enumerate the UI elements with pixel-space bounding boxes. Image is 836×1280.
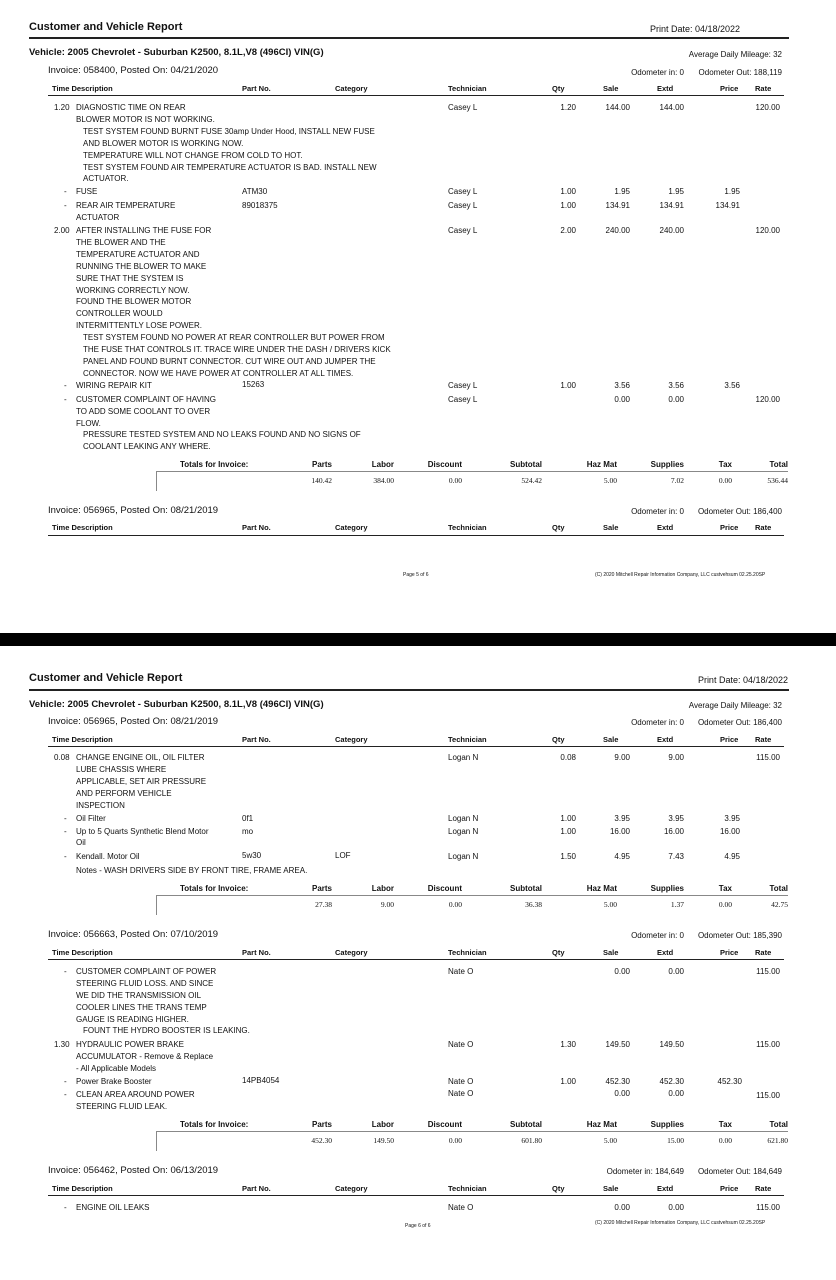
qty: 1.50 xyxy=(560,852,576,861)
extd: 7.43 xyxy=(668,852,684,861)
extd: 0.00 xyxy=(668,967,684,976)
totals-total: 42.75 xyxy=(771,900,788,909)
description-note: TEST SYSTEM FOUND NO POWER AT REAR CONTROLLER BUT POWER FROM xyxy=(83,333,385,342)
col-sale: Sale xyxy=(603,948,619,957)
part-description: Kendall. Motor Oil xyxy=(76,852,140,861)
totals-rule xyxy=(156,895,788,896)
col-technician: Technician xyxy=(448,1184,487,1193)
totals-subtotal-label: Subtotal xyxy=(510,1120,542,1129)
totals-supplies: 7.02 xyxy=(670,476,684,485)
qty: 1.20 xyxy=(560,103,576,112)
page-number: Page 6 of 6 xyxy=(405,1223,431,1229)
description-line: APPLICABLE, SET AIR PRESSURE xyxy=(76,777,207,786)
col-qty: Qty xyxy=(552,1184,565,1193)
totals-parts-label: Parts xyxy=(311,884,332,893)
totals-rule xyxy=(156,1131,788,1132)
rate: 115.00 xyxy=(756,1091,780,1100)
description-line: THE BLOWER AND THE xyxy=(76,238,166,247)
part-number: mo xyxy=(242,827,254,836)
rate: 115.00 xyxy=(756,753,780,762)
extd: 134.91 xyxy=(659,201,684,210)
sale: 452.30 xyxy=(605,1077,630,1086)
odometer-out: Odometer Out: 188,119 xyxy=(698,68,782,77)
col-rate: Rate xyxy=(755,948,772,957)
extd: 452.30 xyxy=(659,1077,684,1086)
technician: Nate O xyxy=(448,1203,474,1212)
totals-discount-label: Discount xyxy=(427,460,462,469)
totals-discount-label: Discount xyxy=(427,1120,462,1129)
line-description: CLEAN AREA AROUND POWER xyxy=(76,1090,195,1099)
col-extd: Extd xyxy=(657,523,674,532)
qty: 1.00 xyxy=(560,381,576,390)
labor-time: 2.00 xyxy=(54,226,70,235)
totals-supplies-label: Supplies xyxy=(650,1120,684,1129)
odometer-out: Odometer Out: 186,400 xyxy=(697,507,782,516)
technician: Casey L xyxy=(448,201,478,210)
header-rule xyxy=(29,37,789,39)
bullet-dash: - xyxy=(64,967,67,976)
odometer-in: Odometer in: 0 xyxy=(631,931,684,940)
labor-time: 0.08 xyxy=(54,753,70,762)
col-rate: Rate xyxy=(755,735,772,744)
col-part-no: Part No. xyxy=(242,735,271,744)
odometer-out: Odometer Out: 184,649 xyxy=(697,1167,782,1176)
price: 4.95 xyxy=(724,852,740,861)
odometer-in: Odometer in: 0 xyxy=(631,68,684,77)
invoice-notes: Notes - WASH DRIVERS SIDE BY FRONT TIRE, FRAME AREA. xyxy=(76,866,308,875)
totals-supplies-label: Supplies xyxy=(650,884,684,893)
part-description: REAR AIR TEMPERATURE xyxy=(76,201,176,210)
col-rate: Rate xyxy=(755,523,772,532)
description-line: BLOWER MOTOR IS NOT WORKING. xyxy=(76,115,215,124)
description-note: CONNECTOR. NOW WE HAVE POWER AT CONTROLLER AT ALL TIMES. xyxy=(83,369,354,378)
totals-supplies: 15.00 xyxy=(667,1136,684,1145)
totals-hazmat: 5.00 xyxy=(603,476,617,485)
bullet-dash: - xyxy=(64,814,67,823)
rate: 115.00 xyxy=(756,967,780,976)
technician: Casey L xyxy=(448,103,478,112)
column-header-rule xyxy=(48,1195,784,1196)
price: 3.56 xyxy=(724,381,740,390)
totals-discount: 0.00 xyxy=(448,1136,462,1145)
description-line: TEMPERATURE WILL NOT CHANGE FROM COLD TO HOT. xyxy=(83,151,303,160)
col-extd: Extd xyxy=(657,1184,674,1193)
bullet-dash: - xyxy=(64,827,67,836)
copyright: (C) 2020 Mitchell Repair Information Company, LLC custvehsum 02.25.20SP xyxy=(595,1220,766,1226)
line-description: CHANGE ENGINE OIL, OIL FILTER xyxy=(76,753,205,762)
col-price: Price xyxy=(720,735,739,744)
odometer-in: Odometer in: 0 xyxy=(631,718,684,727)
part-number: ATM30 xyxy=(242,187,268,196)
col-price: Price xyxy=(720,523,739,532)
description-line: WE DID THE TRANSMISSION OIL xyxy=(76,991,202,1000)
totals-total-label: Total xyxy=(769,884,788,893)
description-line: RUNNING THE BLOWER TO MAKE xyxy=(76,262,207,271)
totals-tax-label: Tax xyxy=(718,1120,732,1129)
description-line: STEERING FLUID LEAK. xyxy=(76,1102,168,1111)
description-note: PANEL AND FOUND BURNT CONNECTOR. CUT WIRE OUT AND JUMPER THE xyxy=(83,357,376,366)
description-line: CONTROLLER WOULD xyxy=(76,309,163,318)
totals-labor-label: Labor xyxy=(371,460,394,469)
extd: 3.95 xyxy=(668,814,684,823)
part-number: 89018375 xyxy=(242,201,278,210)
bullet-dash: - xyxy=(64,395,67,404)
col-qty: Qty xyxy=(552,84,565,93)
column-header-rule xyxy=(48,535,784,536)
col-price: Price xyxy=(720,948,739,957)
totals-labor: 384.00 xyxy=(373,476,394,485)
rate: 120.00 xyxy=(755,395,780,404)
line-description: HYDRAULIC POWER BRAKE xyxy=(76,1040,185,1049)
sale: 9.00 xyxy=(614,753,630,762)
col-technician: Technician xyxy=(448,84,487,93)
vehicle-title: Vehicle: 2005 Chevrolet - Suburban K2500, 8.1L,V8 (496CI) VIN(G) xyxy=(29,699,324,710)
sale: 4.95 xyxy=(614,852,630,861)
description-line: TEST SYSTEM FOUND BURNT FUSE 30amp Under Hood, INSTALL NEW FUSE xyxy=(83,127,375,136)
description-line: ACCUMULATOR - Remove & Replace xyxy=(76,1052,214,1061)
col-technician: Technician xyxy=(448,948,487,957)
totals-total: 536.44 xyxy=(767,476,788,485)
totals-total-label: Total xyxy=(769,460,788,469)
totals-discount: 0.00 xyxy=(448,476,462,485)
totals-subtotal: 36.38 xyxy=(525,900,542,909)
part-number: 5w30 xyxy=(242,851,262,860)
part-description: Up to 5 Quarts Synthetic Blend Motor xyxy=(76,827,209,836)
col-extd: Extd xyxy=(657,735,674,744)
extd: 1.95 xyxy=(668,187,684,196)
part-description: Oil Filter xyxy=(76,814,106,823)
bullet-dash: - xyxy=(64,1077,67,1086)
sale: 3.56 xyxy=(614,381,630,390)
totals-hazmat: 5.00 xyxy=(603,1136,617,1145)
technician: Logan N xyxy=(448,753,479,762)
description-line: FLOW. xyxy=(76,419,101,428)
totals-labor: 9.00 xyxy=(380,900,394,909)
description-note: PRESSURE TESTED SYSTEM AND NO LEAKS FOUND AND NO SIGNS OF xyxy=(83,430,361,439)
col-sale: Sale xyxy=(603,84,619,93)
sale: 240.00 xyxy=(605,226,630,235)
report-title: Customer and Vehicle Report xyxy=(29,21,183,33)
description-line: INSPECTION xyxy=(76,801,125,810)
col-time-description: Time Description xyxy=(52,1184,113,1193)
odometer-in: Odometer in: 0 xyxy=(631,507,684,516)
print-date: Print Date: 04/18/2022 xyxy=(697,675,788,685)
col-category: Category xyxy=(335,523,368,532)
bullet-dash: - xyxy=(64,852,67,861)
copyright: (C) 2020 Mitchell Repair Information Company, LLC custvehsum 02.25.20SP xyxy=(595,572,766,578)
totals-parts: 140.42 xyxy=(311,476,332,485)
technician: Logan N xyxy=(448,852,479,861)
sale: 0.00 xyxy=(614,967,630,976)
totals-subtotal-label: Subtotal xyxy=(510,460,542,469)
col-part-no: Part No. xyxy=(242,948,271,957)
totals-discount: 0.00 xyxy=(448,900,462,909)
print-date: Print Date: 04/18/2022 xyxy=(650,24,741,34)
totals-labor-label: Labor xyxy=(371,1120,394,1129)
price: 3.95 xyxy=(724,814,740,823)
description-line: ACTUATOR. xyxy=(83,174,129,183)
description-line: TO ADD SOME COOLANT TO OVER xyxy=(76,407,211,416)
sale: 0.00 xyxy=(614,1203,630,1212)
totals-tax: 0.00 xyxy=(718,900,732,909)
line-description: ENGINE OIL LEAKS xyxy=(76,1203,150,1212)
totals-hazmat-label: Haz Mat xyxy=(586,884,617,893)
sale: 149.50 xyxy=(605,1040,630,1049)
part-description: WIRING REPAIR KIT xyxy=(76,381,152,390)
sale: 16.00 xyxy=(609,827,630,836)
col-technician: Technician xyxy=(448,735,487,744)
qty: 1.00 xyxy=(560,814,576,823)
col-rate: Rate xyxy=(755,1184,772,1193)
totals-parts-label: Parts xyxy=(311,460,332,469)
qty: 1.00 xyxy=(560,187,576,196)
col-time-description: Time Description xyxy=(52,948,113,957)
totals-tax: 0.00 xyxy=(718,476,732,485)
col-qty: Qty xyxy=(552,735,565,744)
col-qty: Qty xyxy=(552,523,565,532)
col-sale: Sale xyxy=(603,735,619,744)
qty: 1.30 xyxy=(560,1040,576,1049)
labor-time: 1.20 xyxy=(54,103,70,112)
price: 16.00 xyxy=(719,827,740,836)
description-line: WORKING CORRECTLY NOW. xyxy=(76,286,190,295)
column-header-rule xyxy=(48,95,784,96)
totals-bracket xyxy=(156,895,157,915)
sale: 0.00 xyxy=(614,395,630,404)
sale: 1.95 xyxy=(614,187,630,196)
qty: 0.08 xyxy=(560,753,576,762)
average-daily-mileage: Average Daily Mileage: 32 xyxy=(688,50,782,59)
rate: 115.00 xyxy=(756,1203,780,1212)
technician: Logan N xyxy=(448,814,479,823)
extd: 0.00 xyxy=(668,395,684,404)
bullet-dash: - xyxy=(64,187,67,196)
col-part-no: Part No. xyxy=(242,523,271,532)
sale: 0.00 xyxy=(614,1089,630,1098)
invoice-title: Invoice: 056965, Posted On: 08/21/2019 xyxy=(48,716,219,727)
average-daily-mileage: Average Daily Mileage: 32 xyxy=(688,701,782,710)
rate: 120.00 xyxy=(755,103,780,112)
column-header-rule xyxy=(48,746,784,747)
col-time-description: Time Description xyxy=(52,523,113,532)
category: LOF xyxy=(335,851,351,860)
extd: 16.00 xyxy=(663,827,684,836)
sale: 134.91 xyxy=(605,201,630,210)
part-description: Power Brake Booster xyxy=(76,1077,152,1086)
description-line: FOUND THE BLOWER MOTOR xyxy=(76,297,192,306)
extd: 149.50 xyxy=(659,1040,684,1049)
sale: 144.00 xyxy=(605,103,630,112)
labor-time: 1.30 xyxy=(54,1040,70,1049)
totals-label: Totals for Invoice: xyxy=(180,884,249,893)
description-line: GAUGE IS READING HIGHER. xyxy=(76,1015,189,1024)
totals-parts: 452.30 xyxy=(311,1136,332,1145)
vehicle-title: Vehicle: 2005 Chevrolet - Suburban K2500, 8.1L,V8 (496CI) VIN(G) xyxy=(29,47,324,58)
technician: Casey L xyxy=(448,226,478,235)
extd: 240.00 xyxy=(659,226,684,235)
description-line: - All Applicable Models xyxy=(76,1064,157,1073)
totals-tax-label: Tax xyxy=(718,884,732,893)
part-number: 14PB4054 xyxy=(242,1076,280,1085)
report-title: Customer and Vehicle Report xyxy=(29,672,183,684)
totals-label: Totals for Invoice: xyxy=(180,1120,249,1129)
line-description: AFTER INSTALLING THE FUSE FOR xyxy=(76,226,212,235)
totals-labor-label: Labor xyxy=(371,884,394,893)
totals-bracket xyxy=(156,1131,157,1151)
totals-subtotal: 601.80 xyxy=(521,1136,542,1145)
qty: 2.00 xyxy=(560,226,576,235)
description-line: TEMPERATURE ACTUATOR AND xyxy=(76,250,200,259)
technician: Nate O xyxy=(448,1077,474,1086)
col-sale: Sale xyxy=(603,1184,619,1193)
odometer-out: Odometer Out: 185,390 xyxy=(697,931,782,940)
col-sale: Sale xyxy=(603,523,619,532)
price: 134.91 xyxy=(715,201,740,210)
odometer-in: Odometer in: 184,649 xyxy=(606,1167,684,1176)
odometer-out: Odometer Out: 186,400 xyxy=(697,718,782,727)
description-line: AND PERFORM VEHICLE xyxy=(76,789,172,798)
col-category: Category xyxy=(335,1184,368,1193)
extd: 9.00 xyxy=(668,753,684,762)
invoice-title: Invoice: 056965, Posted On: 08/21/2019 xyxy=(48,505,219,516)
line-description: DIAGNOSTIC TIME ON REAR xyxy=(76,103,186,112)
part-number: 15263 xyxy=(242,380,265,389)
technician: Casey L xyxy=(448,395,478,404)
price: 452.30 xyxy=(717,1077,742,1086)
col-time-description: Time Description xyxy=(52,735,113,744)
totals-supplies: 1.37 xyxy=(670,900,684,909)
col-rate: Rate xyxy=(755,84,772,93)
totals-hazmat-label: Haz Mat xyxy=(586,1120,617,1129)
col-technician: Technician xyxy=(448,523,487,532)
qty: 1.00 xyxy=(560,1077,576,1086)
invoice-title: Invoice: 056462, Posted On: 06/13/2019 xyxy=(48,1165,219,1176)
totals-labor: 149.50 xyxy=(373,1136,394,1145)
col-qty: Qty xyxy=(552,948,565,957)
col-price: Price xyxy=(720,84,739,93)
line-description: CUSTOMER COMPLAINT OF POWER xyxy=(76,967,217,976)
bullet-dash: - xyxy=(64,381,67,390)
totals-hazmat: 5.00 xyxy=(603,900,617,909)
invoice-title: Invoice: 056663, Posted On: 07/10/2019 xyxy=(48,929,219,940)
sale: 3.95 xyxy=(614,814,630,823)
col-category: Category xyxy=(335,948,368,957)
description-note: COOLANT LEAKING ANY WHERE. xyxy=(83,442,211,451)
col-part-no: Part No. xyxy=(242,84,271,93)
totals-bracket xyxy=(156,471,157,491)
col-extd: Extd xyxy=(657,948,674,957)
totals-tax-label: Tax xyxy=(718,460,732,469)
extd: 0.00 xyxy=(668,1089,684,1098)
bullet-dash: - xyxy=(64,1090,67,1099)
totals-parts-label: Parts xyxy=(311,1120,332,1129)
technician: Casey L xyxy=(448,187,478,196)
technician: Nate O xyxy=(448,967,474,976)
invoice-title: Invoice: 058400, Posted On: 04/21/2020 xyxy=(48,65,219,76)
col-category: Category xyxy=(335,735,368,744)
description-note: FOUNT THE HYDRO BOOSTER IS LEAKING. xyxy=(83,1026,250,1035)
qty: 1.00 xyxy=(560,827,576,836)
description-line: COOLER LINES THE TRANS TEMP xyxy=(76,1003,207,1012)
description-line: TEST SYSTEM FOUND AIR TEMPERATURE ACTUATOR IS BAD. INSTALL NEW xyxy=(83,163,377,172)
totals-tax: 0.00 xyxy=(718,1136,732,1145)
description-line: STEERING FLUID LOSS. AND SINCE xyxy=(76,979,214,988)
line-description: CUSTOMER COMPLAINT OF HAVING xyxy=(76,395,217,404)
totals-label: Totals for Invoice: xyxy=(180,460,249,469)
column-header-rule xyxy=(48,959,784,960)
totals-supplies-label: Supplies xyxy=(650,460,684,469)
price: 1.95 xyxy=(724,187,740,196)
technician: Nate O xyxy=(448,1089,474,1098)
totals-subtotal-label: Subtotal xyxy=(510,884,542,893)
totals-total: 621.80 xyxy=(767,1136,788,1145)
technician: Nate O xyxy=(448,1040,474,1049)
extd: 0.00 xyxy=(668,1203,684,1212)
col-category: Category xyxy=(335,84,368,93)
totals-discount-label: Discount xyxy=(427,884,462,893)
col-price: Price xyxy=(720,1184,739,1193)
description-line: INTERMITTENTLY LOSE POWER. xyxy=(76,321,202,330)
part-description-cont: ACTUATOR xyxy=(76,213,120,222)
totals-hazmat-label: Haz Mat xyxy=(586,460,617,469)
extd: 144.00 xyxy=(659,103,684,112)
report-page-5 xyxy=(0,0,836,633)
description-line: LUBE CHASSIS WHERE xyxy=(76,765,167,774)
totals-rule xyxy=(156,471,788,472)
totals-total-label: Total xyxy=(769,1120,788,1129)
page-number: Page 5 of 6 xyxy=(403,572,429,578)
rate: 120.00 xyxy=(755,226,780,235)
col-extd: Extd xyxy=(657,84,674,93)
part-description: FUSE xyxy=(76,187,98,196)
technician: Logan N xyxy=(448,827,479,836)
qty: 1.00 xyxy=(560,201,576,210)
technician: Casey L xyxy=(448,381,478,390)
bullet-dash: - xyxy=(64,1203,67,1212)
description-line: AND BLOWER MOTOR IS WORKING NOW. xyxy=(83,139,244,148)
report-page-6 xyxy=(0,646,836,1280)
col-part-no: Part No. xyxy=(242,1184,271,1193)
rate: 115.00 xyxy=(756,1040,780,1049)
totals-subtotal: 524.42 xyxy=(521,476,542,485)
header-rule xyxy=(29,689,789,691)
totals-parts: 27.38 xyxy=(315,900,332,909)
bullet-dash: - xyxy=(64,201,67,210)
part-number: 0f1 xyxy=(242,814,254,823)
description-note: THE FUSE THAT CONTROLS IT. TRACE WIRE UNDER THE DASH / DRIVERS KICK xyxy=(83,345,391,354)
part-description-cont: Oil xyxy=(76,838,86,847)
col-time-description: Time Description xyxy=(52,84,113,93)
extd: 3.56 xyxy=(668,381,684,390)
description-line: SURE THAT THE SYSTEM IS xyxy=(76,274,184,283)
